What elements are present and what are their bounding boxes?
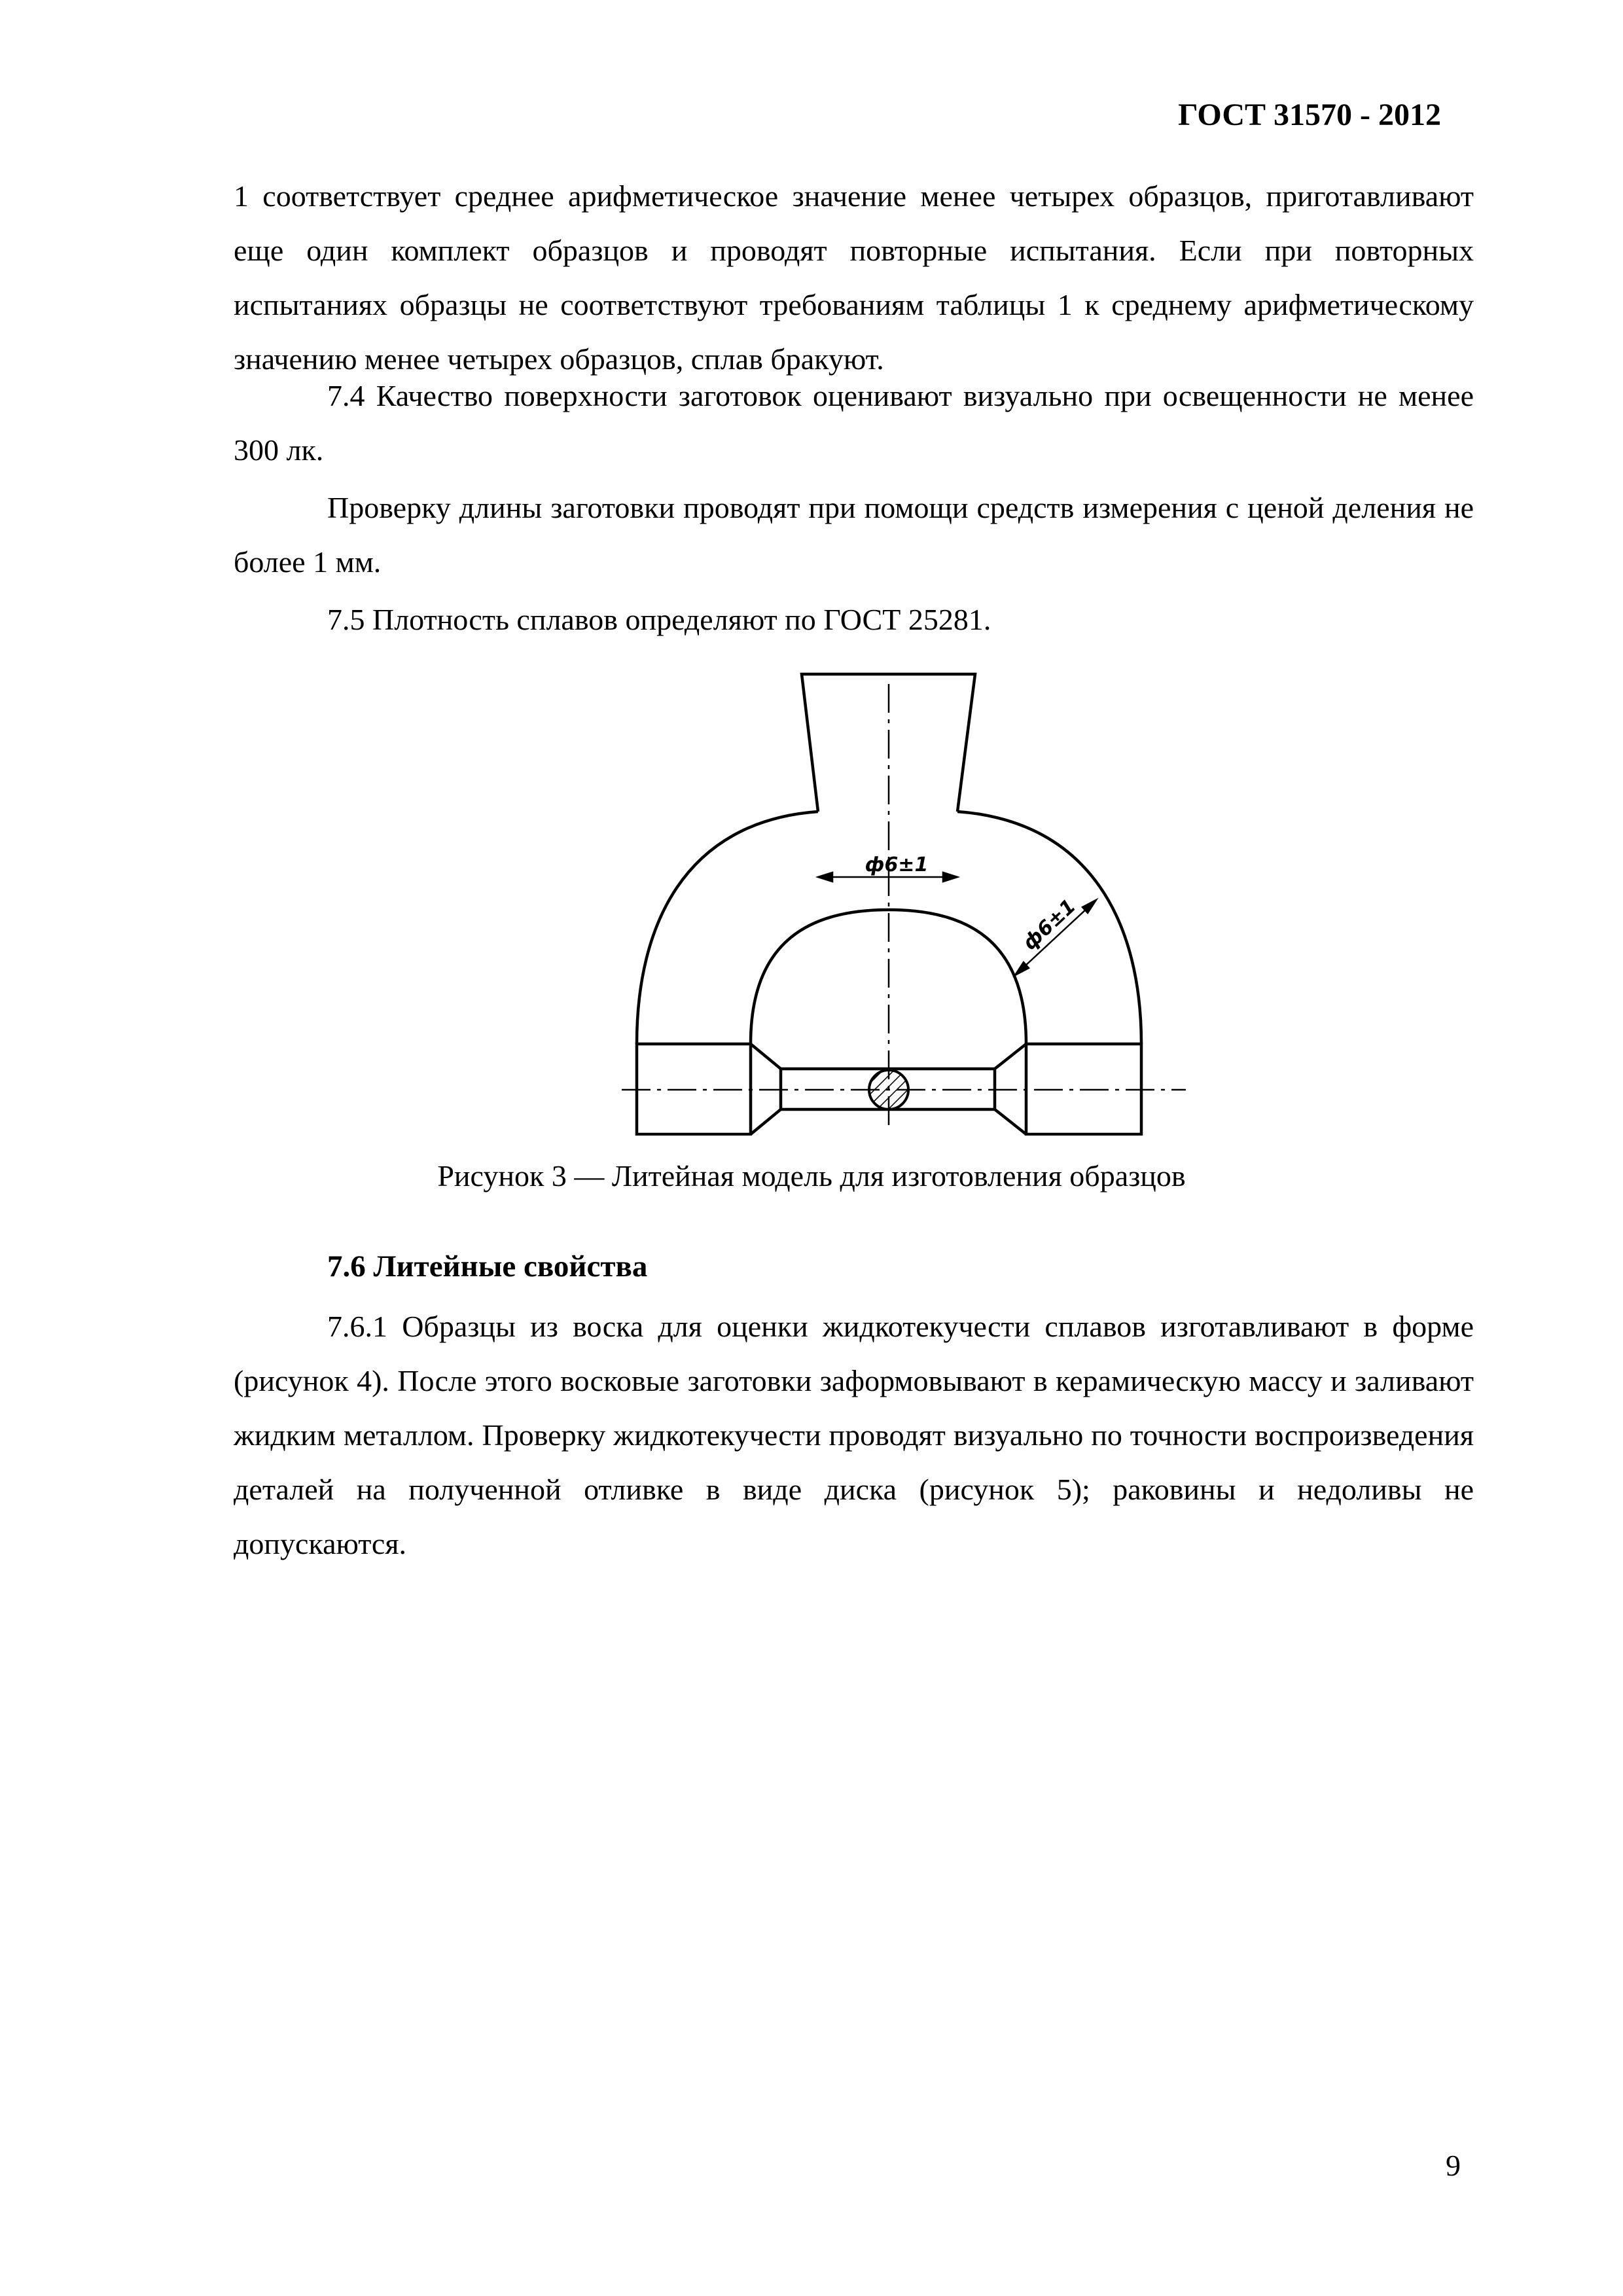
paragraph-7-5: 7.5 Плотность сплавов определяют по ГОСТ 25281. bbox=[327, 603, 991, 636]
section-heading: 7.6 Литейные свойства bbox=[327, 1249, 648, 1283]
paragraph-length-check: Проверку длины заготовки проводят при помощи средств измерения с ценой деления не более 1 мм. bbox=[234, 491, 1474, 579]
dimension-top-label: ф6±1 bbox=[865, 853, 929, 876]
paragraph-continuation: 1 соответствует среднее арифметическое значение менее четырех образцов, приготавливают еще один комплект образцов и проводят повторные испытания. Если при повторных испытаниях образцы не соответствуют требованиям таблицы 1 к среднему арифметическому значению менее четырех образцов, сплав бракуют. bbox=[234, 179, 1474, 376]
figure-caption: Рисунок 3 — Литейная модель для изготовления образцов bbox=[437, 1159, 1186, 1193]
paragraph-7-4: 7.4 Качество поверхности заготовок оценивают визуально при освещенности не менее 300 лк. bbox=[234, 379, 1474, 467]
dimension-arc-label: ф6±1 bbox=[1018, 895, 1080, 955]
casting-model-drawing bbox=[622, 664, 1198, 1136]
document-code: ГОСТ 31570 - 2012 bbox=[1178, 98, 1441, 132]
page-number: 9 bbox=[1446, 2149, 1461, 2182]
outer-arch bbox=[637, 812, 818, 1044]
paragraph-7-6-1: 7.6.1 Образцы из воска для оценки жидкотекучести сплавов изготавливают в форме (рисунок 4). После этого восковые заготовки заформовывают в керамическую массу и заливают жидким металлом. Проверку жидкотекучести проводят визуально по точности воспроизведения деталей на полученной отливке в виде диска (рисунок 5); раковины и недоливы не допускаются. bbox=[234, 1310, 1474, 1560]
